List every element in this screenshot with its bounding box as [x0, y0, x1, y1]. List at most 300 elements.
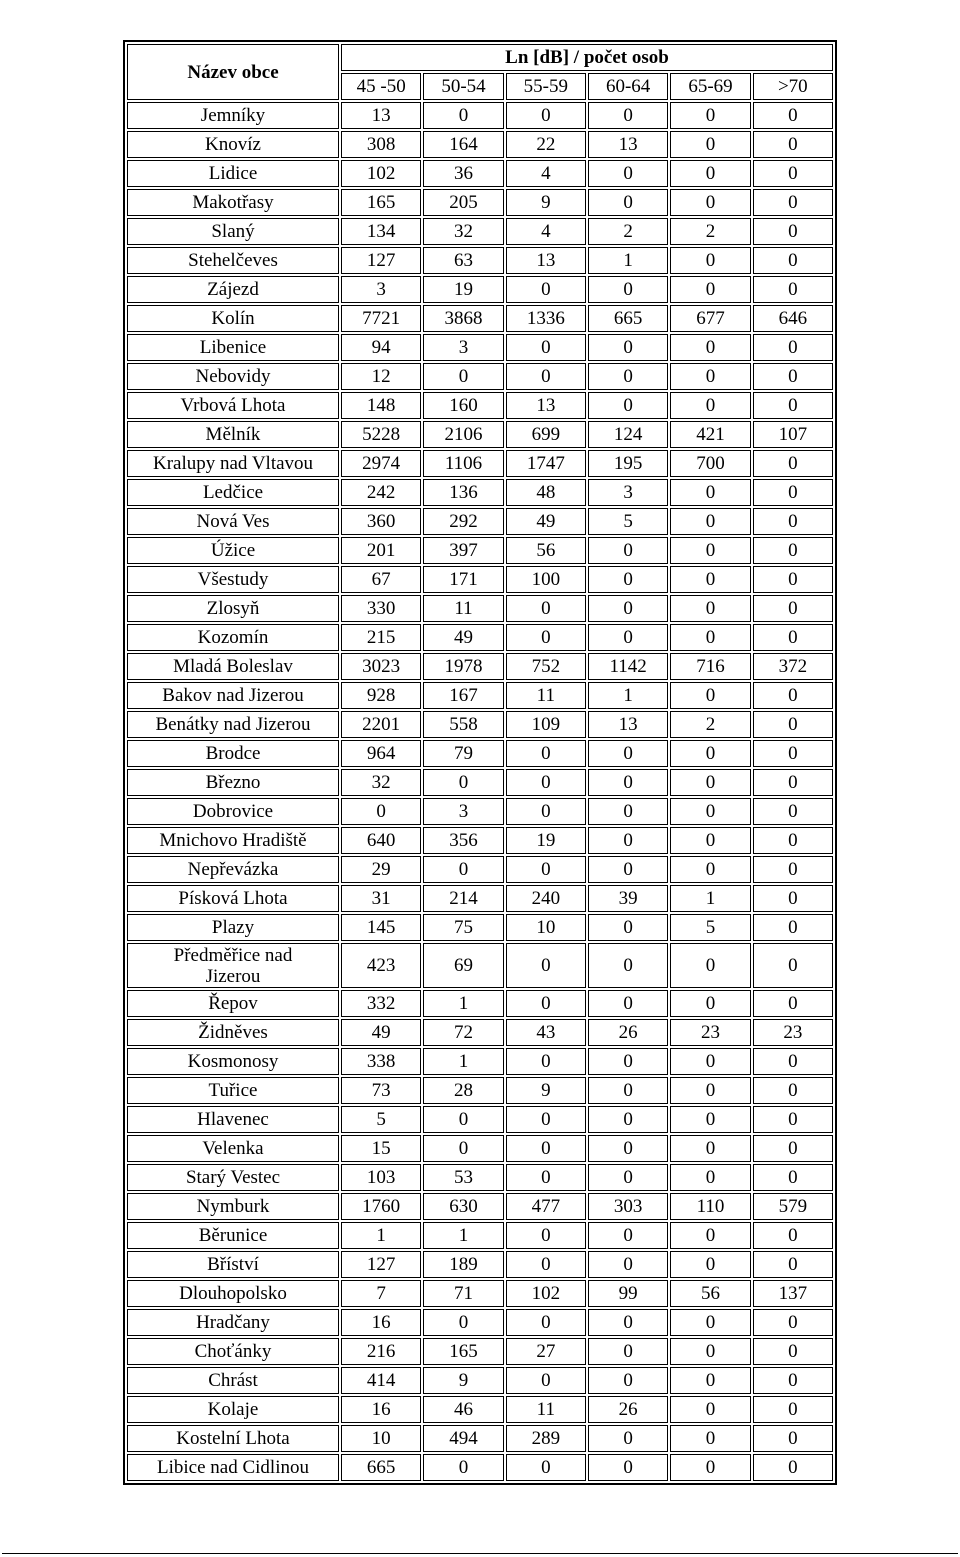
municipality-name-cell: Bříství	[127, 1251, 339, 1278]
population-count-cell: 0	[588, 537, 668, 564]
population-count-cell: 75	[423, 914, 503, 941]
municipality-name-cell: Březno	[127, 769, 339, 796]
table-row	[127, 1454, 833, 1481]
population-count-cell: 0	[588, 769, 668, 796]
municipality-name-cell: Chrást	[127, 1367, 339, 1394]
table-row	[127, 653, 833, 680]
population-count-cell: 1	[423, 1048, 503, 1075]
population-count-cell: 1	[423, 990, 503, 1017]
population-count-cell: 0	[588, 363, 668, 390]
population-count-cell: 0	[753, 1135, 833, 1162]
population-count-cell: 0	[670, 1338, 750, 1365]
population-count-cell: 0	[588, 1222, 668, 1249]
population-count-cell: 0	[670, 392, 750, 419]
municipality-name-cell: Mnichovo Hradiště	[127, 827, 339, 854]
population-count-cell: 0	[753, 885, 833, 912]
population-count-cell: 0	[506, 740, 586, 767]
population-count-cell: 0	[753, 943, 833, 988]
population-count-cell: 100	[506, 566, 586, 593]
population-count-cell: 2974	[341, 450, 421, 477]
population-count-cell: 0	[588, 856, 668, 883]
population-count-cell: 0	[506, 334, 586, 361]
population-count-cell: 201	[341, 537, 421, 564]
table-row	[127, 1106, 833, 1133]
municipality-name-cell: Choťánky	[127, 1338, 339, 1365]
population-count-cell: 0	[753, 1077, 833, 1104]
population-count-cell: 0	[753, 537, 833, 564]
municipality-name-cell: Stehelčeves	[127, 247, 339, 274]
population-count-cell: 171	[423, 566, 503, 593]
population-count-cell: 7	[341, 1280, 421, 1307]
population-count-cell: 11	[506, 682, 586, 709]
population-count-cell: 0	[423, 769, 503, 796]
population-count-cell: 0	[588, 827, 668, 854]
population-count-cell: 303	[588, 1193, 668, 1220]
population-count-cell: 49	[506, 508, 586, 535]
population-count-cell: 124	[588, 421, 668, 448]
population-count-cell: 13	[341, 102, 421, 129]
population-count-cell: 716	[670, 653, 750, 680]
population-count-cell: 0	[753, 1164, 833, 1191]
population-count-cell: 0	[670, 1164, 750, 1191]
population-count-cell: 0	[588, 566, 668, 593]
population-count-cell: 0	[753, 827, 833, 854]
population-count-cell: 0	[588, 1106, 668, 1133]
population-count-cell: 49	[423, 624, 503, 651]
population-count-cell: 102	[506, 1280, 586, 1307]
municipality-name-cell: Židněves	[127, 1019, 339, 1046]
municipality-name-cell: Tuřice	[127, 1077, 339, 1104]
table-row	[127, 1193, 833, 1220]
table-row	[127, 334, 833, 361]
population-count-cell: 127	[341, 1251, 421, 1278]
population-count-cell: 0	[506, 1309, 586, 1336]
population-count-cell: 0	[506, 1048, 586, 1075]
population-count-cell: 2106	[423, 421, 503, 448]
population-count-cell: 110	[670, 1193, 750, 1220]
population-count-cell: 0	[670, 479, 750, 506]
municipality-name-cell: Ledčice	[127, 479, 339, 506]
population-count-cell: 0	[506, 798, 586, 825]
population-count-cell: 421	[670, 421, 750, 448]
population-count-cell: 215	[341, 624, 421, 651]
municipality-name-cell: Bakov nad Jizerou	[127, 682, 339, 709]
population-count-cell: 0	[506, 363, 586, 390]
population-count-cell: 242	[341, 479, 421, 506]
population-count-cell: 0	[506, 1164, 586, 1191]
population-count-cell: 53	[423, 1164, 503, 1191]
population-count-cell: 0	[753, 1309, 833, 1336]
population-count-cell: 0	[506, 1222, 586, 1249]
population-count-cell: 0	[753, 1367, 833, 1394]
population-count-cell: 9	[423, 1367, 503, 1394]
population-count-cell: 0	[753, 856, 833, 883]
page-bottom-rule	[2, 1553, 958, 1554]
population-count-cell: 0	[670, 943, 750, 988]
population-count-cell: 0	[588, 392, 668, 419]
population-count-cell: 0	[670, 1048, 750, 1075]
table-row	[127, 1048, 833, 1075]
population-count-cell: 372	[753, 653, 833, 680]
population-count-cell: 0	[423, 1309, 503, 1336]
population-count-cell: 3	[341, 276, 421, 303]
population-count-cell: 2201	[341, 711, 421, 738]
population-count-cell: 49	[341, 1019, 421, 1046]
population-count-cell: 103	[341, 1164, 421, 1191]
population-count-cell: 0	[670, 276, 750, 303]
table-row	[127, 102, 833, 129]
population-count-cell: 56	[670, 1280, 750, 1307]
population-count-cell: 0	[753, 276, 833, 303]
table-row	[127, 450, 833, 477]
population-count-cell: 928	[341, 682, 421, 709]
municipality-name-cell: Dobrovice	[127, 798, 339, 825]
population-count-cell: 0	[670, 160, 750, 187]
population-count-cell: 0	[670, 247, 750, 274]
population-count-cell: 4	[506, 160, 586, 187]
population-count-cell: 0	[506, 856, 586, 883]
population-count-cell: 7721	[341, 305, 421, 332]
population-count-cell: 0	[588, 1164, 668, 1191]
population-count-cell: 31	[341, 885, 421, 912]
municipality-name-cell: Kostelní Lhota	[127, 1425, 339, 1452]
table-row	[127, 421, 833, 448]
municipality-name-cell: Kozomín	[127, 624, 339, 651]
population-count-cell: 1760	[341, 1193, 421, 1220]
population-count-cell: 3	[588, 479, 668, 506]
population-count-cell: 27	[506, 1338, 586, 1365]
table-row	[127, 537, 833, 564]
table-row	[127, 624, 833, 651]
population-count-cell: 23	[670, 1019, 750, 1046]
population-count-cell: 0	[506, 1367, 586, 1394]
population-count-cell: 0	[670, 334, 750, 361]
table-row	[127, 1251, 833, 1278]
population-count-cell: 0	[753, 740, 833, 767]
population-count-cell: 9	[506, 189, 586, 216]
population-count-cell: 646	[753, 305, 833, 332]
municipality-name-cell: Starý Vestec	[127, 1164, 339, 1191]
table-row	[127, 769, 833, 796]
population-count-cell: 0	[506, 102, 586, 129]
population-count-cell: 0	[588, 595, 668, 622]
population-count-cell: 2	[588, 218, 668, 245]
population-count-cell: 109	[506, 711, 586, 738]
table-row	[127, 827, 833, 854]
population-count-cell: 12	[341, 363, 421, 390]
population-count-cell: 414	[341, 1367, 421, 1394]
population-count-cell: 165	[423, 1338, 503, 1365]
table-row	[127, 1019, 833, 1046]
table-row	[127, 1367, 833, 1394]
population-count-cell: 0	[753, 711, 833, 738]
population-count-cell: 13	[506, 247, 586, 274]
population-count-cell: 0	[670, 769, 750, 796]
population-count-cell: 356	[423, 827, 503, 854]
population-count-cell: 0	[753, 1251, 833, 1278]
population-count-cell: 0	[506, 1454, 586, 1481]
population-count-cell: 665	[341, 1454, 421, 1481]
population-count-cell: 308	[341, 131, 421, 158]
population-count-cell: 145	[341, 914, 421, 941]
population-count-cell: 1142	[588, 653, 668, 680]
municipality-name-cell: Zlosyň	[127, 595, 339, 622]
noise-band-header: 65-69	[670, 73, 750, 100]
population-count-cell: 9	[506, 1077, 586, 1104]
population-count-cell: 19	[423, 276, 503, 303]
population-count-cell: 0	[588, 1454, 668, 1481]
population-count-cell: 0	[588, 990, 668, 1017]
population-count-cell: 0	[753, 914, 833, 941]
population-count-cell: 48	[506, 479, 586, 506]
population-count-cell: 0	[670, 827, 750, 854]
population-count-cell: 0	[753, 769, 833, 796]
table-row	[127, 1222, 833, 1249]
population-count-cell: 160	[423, 392, 503, 419]
population-count-cell: 0	[423, 1106, 503, 1133]
noise-band-header: 45 -50	[341, 73, 421, 100]
population-count-cell: 640	[341, 827, 421, 854]
population-count-cell: 26	[588, 1019, 668, 1046]
table-row	[127, 682, 833, 709]
population-count-cell: 11	[423, 595, 503, 622]
population-count-cell: 630	[423, 1193, 503, 1220]
table-row	[127, 479, 833, 506]
population-count-cell: 699	[506, 421, 586, 448]
population-count-cell: 332	[341, 990, 421, 1017]
table-row	[127, 943, 833, 988]
municipality-name-cell: Nová Ves	[127, 508, 339, 535]
population-count-cell: 0	[588, 1077, 668, 1104]
population-count-cell: 0	[753, 1338, 833, 1365]
municipality-name-cell: Jemníky	[127, 102, 339, 129]
table-row	[127, 914, 833, 941]
municipality-name-cell: Plazy	[127, 914, 339, 941]
population-count-cell: 0	[670, 1077, 750, 1104]
population-count-cell: 136	[423, 479, 503, 506]
municipality-name-cell: Nymburk	[127, 1193, 339, 1220]
population-count-cell: 107	[753, 421, 833, 448]
population-count-cell: 0	[588, 334, 668, 361]
population-count-cell: 99	[588, 1280, 668, 1307]
population-count-cell: 79	[423, 740, 503, 767]
population-count-cell: 0	[588, 1425, 668, 1452]
population-count-cell: 0	[506, 276, 586, 303]
municipality-name-cell: Úžice	[127, 537, 339, 564]
population-count-cell: 477	[506, 1193, 586, 1220]
population-count-cell: 0	[423, 102, 503, 129]
population-count-cell: 494	[423, 1425, 503, 1452]
population-count-cell: 69	[423, 943, 503, 988]
population-count-cell: 167	[423, 682, 503, 709]
population-count-cell: 3023	[341, 653, 421, 680]
population-count-cell: 39	[588, 885, 668, 912]
population-count-cell: 0	[670, 740, 750, 767]
municipality-name-cell: Mladá Boleslav	[127, 653, 339, 680]
table-row	[127, 218, 833, 245]
population-count-cell: 0	[588, 102, 668, 129]
population-count-cell: 0	[506, 990, 586, 1017]
population-count-cell: 0	[670, 1106, 750, 1133]
population-count-cell: 0	[506, 943, 586, 988]
population-count-cell: 0	[753, 595, 833, 622]
population-count-cell: 0	[670, 566, 750, 593]
population-count-cell: 3	[423, 334, 503, 361]
municipality-name-cell: Mělník	[127, 421, 339, 448]
population-count-cell: 5	[341, 1106, 421, 1133]
population-count-cell: 0	[753, 1396, 833, 1423]
population-count-cell: 0	[588, 1338, 668, 1365]
table-row	[127, 1425, 833, 1452]
population-count-cell: 71	[423, 1280, 503, 1307]
municipality-name-cell: Kolín	[127, 305, 339, 332]
population-count-cell: 43	[506, 1019, 586, 1046]
municipality-name-cell: Zájezd	[127, 276, 339, 303]
population-count-cell: 0	[670, 1425, 750, 1452]
population-count-cell: 127	[341, 247, 421, 274]
population-count-cell: 56	[506, 537, 586, 564]
population-count-cell: 10	[506, 914, 586, 941]
population-count-cell: 2	[670, 711, 750, 738]
municipality-name-cell: Dlouhopolsko	[127, 1280, 339, 1307]
population-count-cell: 1	[341, 1222, 421, 1249]
population-count-cell: 0	[670, 682, 750, 709]
population-count-cell: 338	[341, 1048, 421, 1075]
population-count-cell: 0	[753, 682, 833, 709]
population-count-cell: 0	[506, 1106, 586, 1133]
population-count-cell: 0	[753, 247, 833, 274]
municipality-name-cell: Řepov	[127, 990, 339, 1017]
population-count-cell: 73	[341, 1077, 421, 1104]
population-count-cell: 0	[670, 189, 750, 216]
table-row	[127, 1077, 833, 1104]
population-count-cell: 0	[588, 189, 668, 216]
table-row	[127, 305, 833, 332]
population-count-cell: 0	[588, 624, 668, 651]
population-count-cell: 0	[670, 1135, 750, 1162]
population-count-cell: 0	[670, 856, 750, 883]
noise-level-group-header: Ln [dB] / počet osob	[341, 44, 833, 71]
population-count-cell: 3	[423, 798, 503, 825]
table-row	[127, 990, 833, 1017]
table-row	[127, 595, 833, 622]
municipality-name-cell: Vrbová Lhota	[127, 392, 339, 419]
population-count-cell: 164	[423, 131, 503, 158]
population-count-cell: 216	[341, 1338, 421, 1365]
population-count-cell: 579	[753, 1193, 833, 1220]
municipality-name-cell: Běrunice	[127, 1222, 339, 1249]
population-count-cell: 3868	[423, 305, 503, 332]
population-count-cell: 0	[753, 218, 833, 245]
table-row	[127, 160, 833, 187]
population-count-cell: 0	[753, 1106, 833, 1133]
population-count-cell: 0	[506, 1135, 586, 1162]
table-row	[127, 798, 833, 825]
municipality-name-cell: Písková Lhota	[127, 885, 339, 912]
population-count-cell: 16	[341, 1396, 421, 1423]
table-row	[127, 1338, 833, 1365]
population-count-cell: 0	[588, 276, 668, 303]
population-count-cell: 0	[753, 479, 833, 506]
population-count-cell: 5	[588, 508, 668, 535]
population-count-cell: 0	[753, 1454, 833, 1481]
population-count-cell: 137	[753, 1280, 833, 1307]
population-count-cell: 29	[341, 856, 421, 883]
table-row	[127, 1135, 833, 1162]
population-count-cell: 1747	[506, 450, 586, 477]
population-count-cell: 0	[753, 392, 833, 419]
population-count-cell: 189	[423, 1251, 503, 1278]
population-count-cell: 677	[670, 305, 750, 332]
population-count-cell: 0	[588, 1367, 668, 1394]
population-count-cell: 46	[423, 1396, 503, 1423]
population-count-cell: 13	[506, 392, 586, 419]
table-row	[127, 711, 833, 738]
table-body	[127, 102, 833, 1481]
municipality-name-cell: Hlavenec	[127, 1106, 339, 1133]
table-row	[127, 131, 833, 158]
table-row	[127, 276, 833, 303]
municipality-name-cell: Benátky nad Jizerou	[127, 711, 339, 738]
table-row	[127, 1280, 833, 1307]
population-count-cell: 0	[670, 131, 750, 158]
population-count-cell: 32	[423, 218, 503, 245]
population-count-cell: 0	[670, 363, 750, 390]
population-count-cell: 0	[670, 1396, 750, 1423]
population-count-cell: 5228	[341, 421, 421, 448]
population-count-cell: 0	[588, 1048, 668, 1075]
population-count-cell: 0	[423, 363, 503, 390]
population-count-cell: 11	[506, 1396, 586, 1423]
table-row	[127, 566, 833, 593]
population-count-cell: 165	[341, 189, 421, 216]
table-row	[127, 885, 833, 912]
population-count-cell: 0	[753, 334, 833, 361]
municipality-name-cell: Libenice	[127, 334, 339, 361]
population-count-cell: 0	[753, 450, 833, 477]
population-count-cell: 72	[423, 1019, 503, 1046]
table-row	[127, 247, 833, 274]
municipality-name-cell: Knovíz	[127, 131, 339, 158]
population-count-cell: 15	[341, 1135, 421, 1162]
population-count-cell: 0	[588, 914, 668, 941]
population-count-cell: 0	[753, 566, 833, 593]
table-row	[127, 508, 833, 535]
population-count-cell: 5	[670, 914, 750, 941]
population-count-cell: 752	[506, 653, 586, 680]
population-count-cell: 0	[753, 160, 833, 187]
population-count-cell: 2	[670, 218, 750, 245]
population-count-cell: 0	[753, 990, 833, 1017]
population-count-cell: 0	[506, 595, 586, 622]
population-count-cell: 0	[670, 102, 750, 129]
table-row	[127, 740, 833, 767]
municipality-name-cell: Nebovidy	[127, 363, 339, 390]
population-count-cell: 13	[588, 711, 668, 738]
municipality-name-cell: Nepřevázka	[127, 856, 339, 883]
municipality-name-cell: Slaný	[127, 218, 339, 245]
municipality-name-cell: Hradčany	[127, 1309, 339, 1336]
noise-band-header: >70	[753, 73, 833, 100]
population-count-cell: 0	[670, 990, 750, 1017]
population-count-cell: 330	[341, 595, 421, 622]
population-count-cell: 102	[341, 160, 421, 187]
noise-band-header: 55-59	[506, 73, 586, 100]
municipality-name-cell: Brodce	[127, 740, 339, 767]
population-count-cell: 0	[753, 1425, 833, 1452]
population-count-cell: 0	[588, 798, 668, 825]
table-row	[127, 1164, 833, 1191]
